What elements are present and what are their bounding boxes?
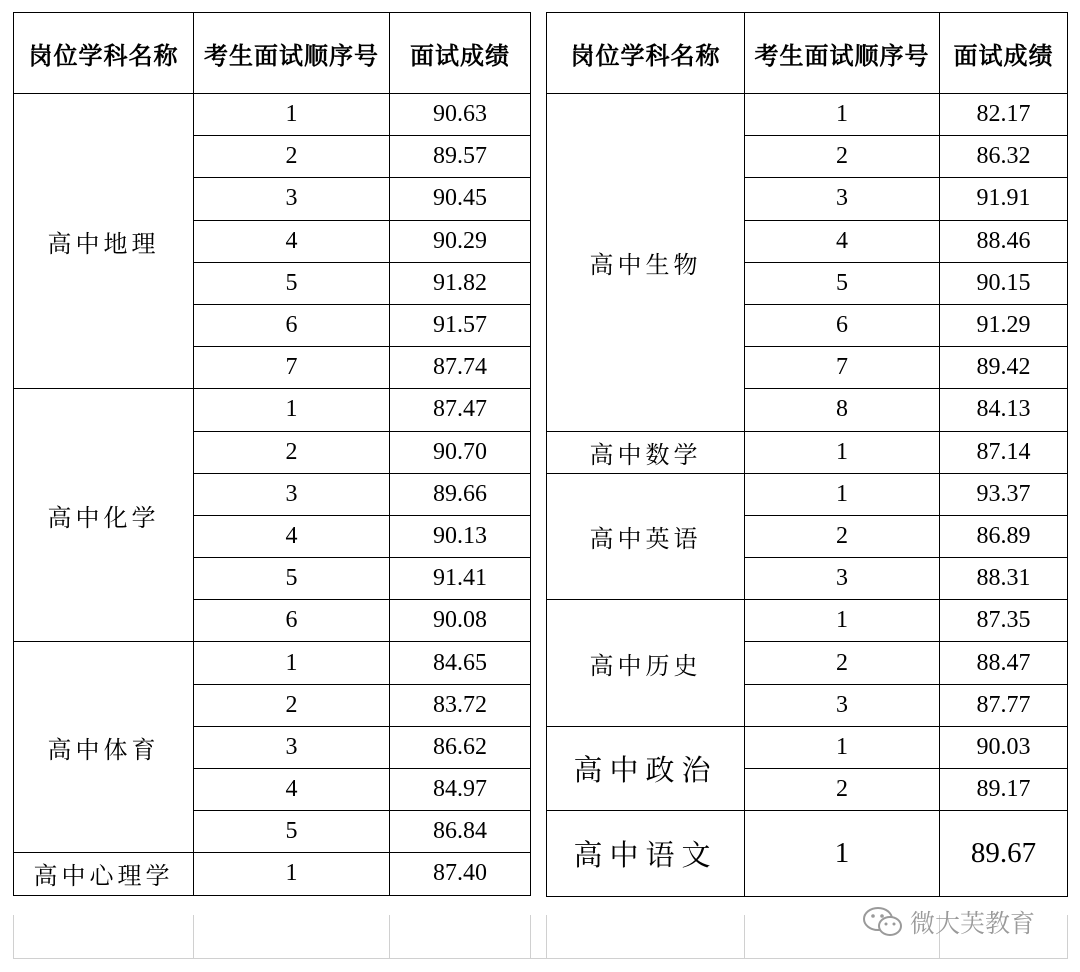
order-cell: 1: [745, 811, 940, 897]
score-cell: 90.08: [390, 600, 531, 642]
table-row: [547, 726, 1068, 768]
header-row: [547, 13, 1068, 94]
table-row: [547, 94, 1068, 136]
order-cell: 2: [194, 684, 390, 726]
table-row: [14, 642, 531, 684]
table-row: [547, 811, 1068, 897]
table-row: [547, 431, 1068, 473]
subject-cell: 高中体育: [14, 642, 194, 853]
score-cell: 89.67: [940, 811, 1068, 897]
score-cell: 91.41: [390, 558, 531, 600]
order-cell: 1: [194, 853, 390, 895]
score-cell: 91.82: [390, 262, 531, 304]
subject-cell: 高中语文: [547, 811, 745, 897]
score-cell: 91.91: [940, 178, 1068, 220]
score-cell: 86.62: [390, 726, 531, 768]
score-cell: 83.72: [390, 684, 531, 726]
table-row: [547, 473, 1068, 515]
order-cell: 2: [745, 769, 940, 811]
left-score-table: [13, 12, 531, 896]
score-cell: 87.77: [940, 684, 1068, 726]
score-cell: 87.47: [390, 389, 531, 431]
wechat-icon: [862, 906, 904, 938]
order-cell: 3: [745, 558, 940, 600]
watermark-text: 微大芙教育: [910, 909, 1036, 938]
table-row: [14, 94, 531, 136]
subject-cell: 高中生物: [547, 94, 745, 432]
score-cell: 84.65: [390, 642, 531, 684]
order-cell: 4: [194, 515, 390, 557]
order-cell: 1: [194, 642, 390, 684]
subject-cell: 高中心理学: [14, 853, 194, 895]
order-cell: 2: [745, 515, 940, 557]
order-cell: 6: [194, 304, 390, 346]
order-cell: 2: [194, 431, 390, 473]
order-cell: 2: [194, 136, 390, 178]
score-cell: 90.63: [390, 94, 531, 136]
order-cell: 6: [745, 304, 940, 346]
header-order: 考生面试顺序号: [194, 13, 390, 94]
order-cell: 1: [745, 600, 940, 642]
score-cell: 90.70: [390, 431, 531, 473]
score-cell: 87.35: [940, 600, 1068, 642]
order-cell: 3: [194, 178, 390, 220]
order-cell: 4: [745, 220, 940, 262]
score-cell: 89.42: [940, 347, 1068, 389]
subject-cell: 高中历史: [547, 600, 745, 727]
score-cell: 88.46: [940, 220, 1068, 262]
score-cell: 90.15: [940, 262, 1068, 304]
header-score: 面试成绩: [940, 13, 1068, 94]
score-cell: 87.14: [940, 431, 1068, 473]
header-subject: 岗位学科名称: [14, 13, 194, 94]
score-cell: 84.97: [390, 769, 531, 811]
watermark: [862, 904, 1035, 940]
order-cell: 8: [745, 389, 940, 431]
right-score-table: [546, 12, 1068, 897]
order-cell: 5: [194, 558, 390, 600]
order-cell: 4: [194, 220, 390, 262]
order-cell: 3: [745, 178, 940, 220]
score-cell: 86.84: [390, 811, 531, 853]
table-row: [547, 600, 1068, 642]
order-cell: 3: [745, 684, 940, 726]
score-cell: 90.13: [390, 515, 531, 557]
order-cell: 3: [194, 726, 390, 768]
order-cell: 5: [745, 262, 940, 304]
subject-cell: 高中化学: [14, 389, 194, 642]
order-cell: 5: [194, 262, 390, 304]
header-score: 面试成绩: [390, 13, 531, 94]
order-cell: 4: [194, 769, 390, 811]
left-table-body: [14, 94, 531, 896]
score-cell: 90.45: [390, 178, 531, 220]
score-cell: 89.17: [940, 769, 1068, 811]
header-subject: 岗位学科名称: [547, 13, 745, 94]
score-cell: 88.47: [940, 642, 1068, 684]
score-cell: 84.13: [940, 389, 1068, 431]
table-row: [14, 853, 531, 895]
score-cell: 93.37: [940, 473, 1068, 515]
score-cell: 88.31: [940, 558, 1068, 600]
order-cell: 6: [194, 600, 390, 642]
order-cell: 1: [745, 726, 940, 768]
score-cell: 91.29: [940, 304, 1068, 346]
score-cell: 89.57: [390, 136, 531, 178]
score-cell: 86.89: [940, 515, 1068, 557]
subject-cell: 高中数学: [547, 431, 745, 473]
subject-cell: 高中英语: [547, 473, 745, 600]
score-cell: 86.32: [940, 136, 1068, 178]
score-cell: 90.03: [940, 726, 1068, 768]
subject-cell: 高中地理: [14, 94, 194, 389]
order-cell: 1: [194, 94, 390, 136]
table-row: [14, 389, 531, 431]
right-table-body: [547, 94, 1068, 897]
score-cell: 90.29: [390, 220, 531, 262]
order-cell: 1: [194, 389, 390, 431]
score-cell: 91.57: [390, 304, 531, 346]
order-cell: 1: [745, 94, 940, 136]
order-cell: 2: [745, 136, 940, 178]
header-row: [14, 13, 531, 94]
score-cell: 87.74: [390, 347, 531, 389]
subject-cell: 高中政治: [547, 726, 745, 810]
order-cell: 3: [194, 473, 390, 515]
header-order: 考生面试顺序号: [745, 13, 940, 94]
order-cell: 7: [194, 347, 390, 389]
score-cell: 89.66: [390, 473, 531, 515]
score-cell: 82.17: [940, 94, 1068, 136]
order-cell: 5: [194, 811, 390, 853]
order-cell: 1: [745, 431, 940, 473]
order-cell: 1: [745, 473, 940, 515]
score-cell: 87.40: [390, 853, 531, 895]
order-cell: 2: [745, 642, 940, 684]
order-cell: 7: [745, 347, 940, 389]
